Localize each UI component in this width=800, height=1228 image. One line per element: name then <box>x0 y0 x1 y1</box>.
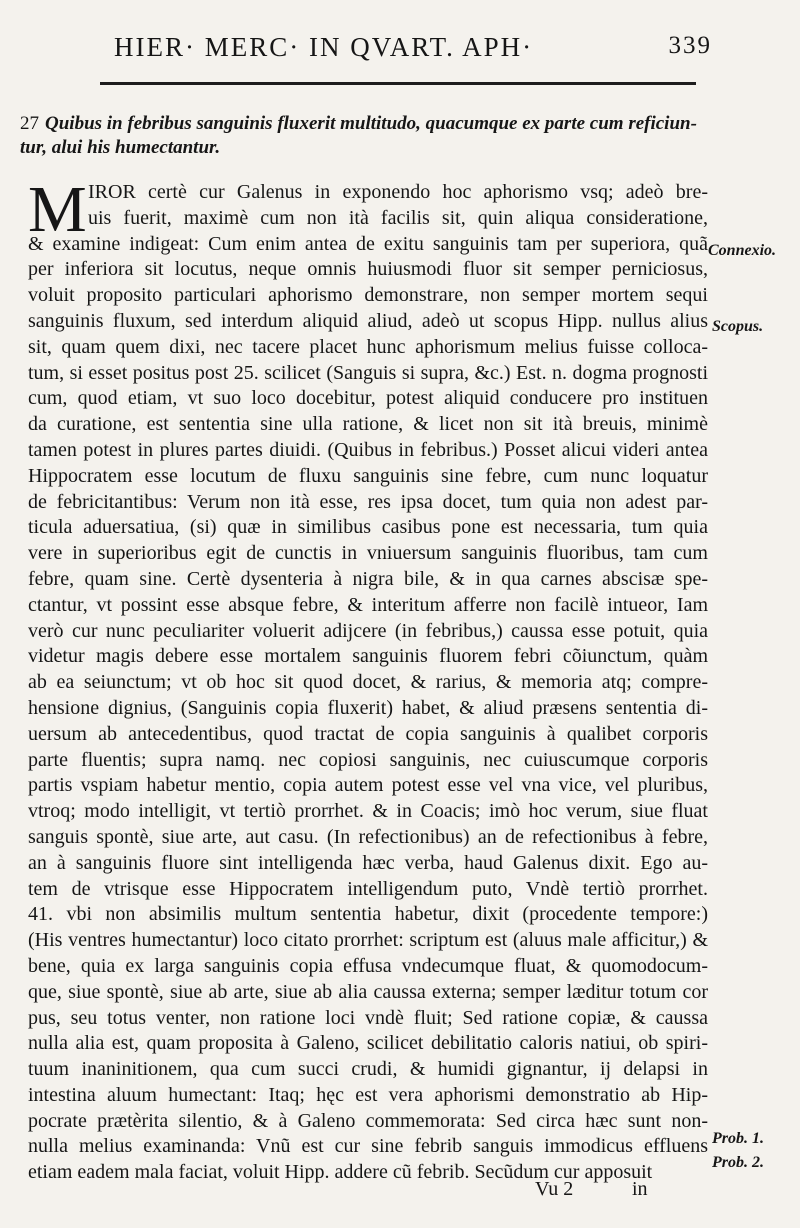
aphorism-text: Quibus in febribus sanguinis fluxerit multitudo, quacumque ex parte cum reficiun- tur, alui his humectantur. <box>20 113 697 158</box>
text-line: que, siue spontè, siue ab arte, siue ab alia caussa externa; semper læditur totum cor <box>28 980 708 1003</box>
aphorism <box>20 112 710 160</box>
text-line: Hippocratem esse locutum de fluxu sanguinis sine febre, cum nunc loquatur <box>28 464 708 487</box>
catchword: in <box>632 1178 648 1200</box>
running-head <box>100 18 712 62</box>
text-line: & examine indigeat: Cum enim antea de exitu sanguinis tam per superiora, quã <box>28 232 708 255</box>
text-line: da curatione, est sententia sine ulla ratione, & licet non sit ità breuis, minimè <box>28 413 708 436</box>
text-line: intestina aluum humectant: Itaq; hęc est vera aphorismi demonstratio ab Hip- <box>28 1083 708 1106</box>
text-line: partis vspiam habetur mentio, copia autem potest esse vel vna vice, vel pluribus, <box>28 774 708 797</box>
text-line: tuum inaninitionem, qua cum succi crudi, & humidi gignantur, ij delapsi in <box>28 1058 708 1081</box>
text-line: IROR certè cur Galenus in exponendo hoc aphorismo vsq; adeò bre- <box>88 181 708 203</box>
text-line: febre, quam sine. Certè dysenteria à nigra bile, & in qua carnes abscisæ spe- <box>28 567 708 590</box>
text-line: nulla melius examinanda: Vnũ est cur sine febrib sanguis immodicus effluens <box>28 1135 708 1158</box>
text-line: etiam eadem mala faciat, voluit Hipp. addere cũ febrib. Secũdum cur apposuit <box>28 1161 653 1184</box>
margin-note-prob-2: Prob. 2. <box>712 1154 764 1171</box>
text-line: (His ventres humectantur) loco citato prorrhet: scriptum est (aluus male afficitur,) & <box>28 929 708 952</box>
running-title: HIER· MERC· IN QVART. APH· <box>114 32 534 62</box>
aphorism-number: 27 <box>20 113 39 134</box>
text-line: vtroq; modo intelligit, vt tertiò prorrhet. & in Coacis; imò hoc verum, siue fluat <box>28 800 708 823</box>
text-line: tamen potest in plures partes diuidi. (Quibus in febribus.) Posset alicui videri antea <box>28 438 708 461</box>
page-number: 339 <box>668 32 712 59</box>
margin-note-prob-1: Prob. 1. <box>712 1130 764 1147</box>
text-line: hensione dignius, (Sanguinis copia fluxerit) habet, & aliud præsens sententia di- <box>28 696 708 719</box>
text-line: ab ea seiunctum; vt ob hoc sit quod docet, & rarius, & memoria atq; compre- <box>28 671 708 694</box>
header-rule <box>100 82 696 85</box>
commentary-text <box>28 173 708 1186</box>
text-line: bene, quia ex larga sanguinis copia effusa vndecumque fluat, & quomodocum- <box>28 954 708 977</box>
text-line: parte fluentis; supra namq. nec copiosi sanguinis, nec cuiuscumque corporis <box>28 748 708 771</box>
signature-mark: Vu 2 <box>535 1178 574 1200</box>
text-line: videtur magis debere esse mortalem sanguinis fluorem febri cõiunctum, quàm <box>28 645 708 668</box>
text-line: de febricitantibus: Verum non ità esse, res ipsa docet, tum quia non adest par- <box>28 490 708 513</box>
text-line: ticula aduersatiua, (si) quæ in similibus casibus pone est necessaria, tum quia <box>28 516 708 539</box>
margin-note-scopus: Scopus. <box>712 318 764 335</box>
text-line: sit, quam quem dixi, nec tacere placet hunc aphorismum melius fuisse colloca- <box>28 335 708 358</box>
text-line: sanguinis fluxum, sed interdum aliquid aliud, adeò ut scopus Hipp. nullus alius <box>28 309 708 332</box>
text-line: sanguis spontè, siue arte, aut casu. (In refectionibus) an de refectionibus à febre, <box>28 825 708 848</box>
text-line: per inferiora sit locutus, neque omnis huiusmodi fluor sit semper perniciosus, <box>28 258 708 281</box>
text-line: 41. vbi non absimilis multum sententia habetur, dixit (procedente tempore:) <box>28 903 708 926</box>
text-line: pocrate prætèrita silentio, & à Galeno commemorata: Sed circa hæc sunt non- <box>28 1109 708 1132</box>
margin-note-connexio: Connexio. <box>708 242 777 259</box>
text-line: voluit proposito particulari aphorismo demonstrare, non semper mortem sequi <box>28 284 708 307</box>
text-line: ctantur, vt possint esse absque febre, & interitum afferre non facilè intueor, Iam <box>28 593 708 616</box>
text-line: vere in superioribus egit de cunctis in vniuersum sanguinis fluoribus, tam cum <box>28 542 708 565</box>
text-line: uersum ab antecedentibus, quod tractat de copia sanguinis à qualibet corporis <box>28 722 708 745</box>
text-line: tum, si esset positus post 25. scilicet (Sanguis si supra, &c.) Est. n. dogma prognosti <box>28 361 708 384</box>
text-line: an à sanguinis fluore sint intelligenda hæc verba, haud Galenus dixit. Ego au- <box>28 851 708 874</box>
text-line: nulla alia est, quam proposita à Galeno, scilicet debilitatio caloris natiui, ob spiri- <box>28 1032 708 1055</box>
text-line: verò cur nunc peculiariter voluerit adijcere (in febribus,) caussa esse potuit, quia <box>28 619 708 642</box>
drop-cap: M <box>28 173 87 246</box>
text-line: pus, seu totus venter, non ratione loci vndè fluit; Sed ratione copiæ, & caussa <box>28 1006 708 1029</box>
text-line: tem de vtrisque esse Hippocratem intelligendum puto, Vndè tertiò prorrhet. <box>28 877 708 900</box>
text-line: cum, quod etiam, vt suo loco docebitur, potest aliquid conducere pro instituen <box>28 387 708 410</box>
text-line: uis fuerit, maximè cum non ità facilis sit, quin aliqua consideratione, <box>88 206 708 229</box>
